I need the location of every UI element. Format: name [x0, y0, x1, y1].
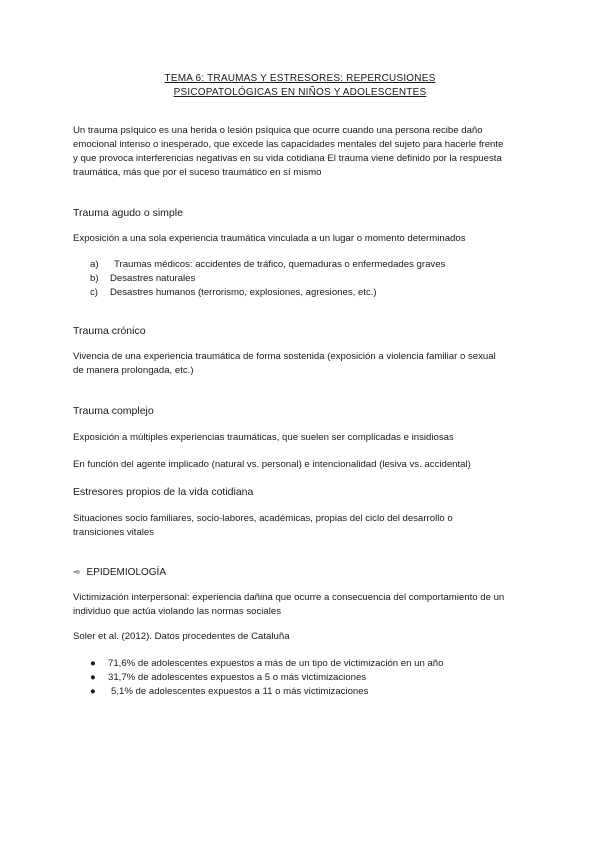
- list-item-text: Desastres naturales: [110, 273, 196, 284]
- list-item: [90, 286, 445, 300]
- arrow-icon: ➾: [73, 567, 81, 577]
- source-citation: Soler et al. (2012). Datos procedentes de Cataluña: [73, 631, 290, 642]
- victimizacion-text: [73, 591, 533, 619]
- estresores-line-2: transiciones vitales: [73, 527, 155, 538]
- epidemiologia-bullets: [90, 657, 443, 699]
- bullet-icon: ●: [90, 658, 96, 669]
- document-title-line-2: PSICOPATOLÓGICAS EN NIÑOS Y ADOLESCENTES: [173, 87, 427, 98]
- bullet-icon: ●: [90, 672, 96, 683]
- heading-epidemiologia: [73, 565, 533, 580]
- trauma-cronico-text: [73, 350, 533, 378]
- list-item: [90, 657, 443, 671]
- list-item-text: 5,1% de adolescentes expuestos a 11 o más victimizaciones: [111, 686, 369, 697]
- heading-trauma-cronico: Trauma crónico: [73, 325, 146, 337]
- document-title-line-1: TEMA 6: TRAUMAS Y ESTRESORES: REPERCUSIONES: [164, 73, 436, 84]
- list-item-marker: c): [90, 287, 98, 298]
- trauma-cronico-line-1: Vivencia de una experiencia traumática de forma sostenida (exposición a violencia familiar o sexual: [73, 351, 496, 362]
- trauma-complejo-text-2: En función del agente implicado (natural vs. personal) e intencionalidad (lesiva vs. accidental): [73, 459, 471, 470]
- intro-paragraph: [73, 124, 533, 180]
- list-item-text: Desastres humanos (terrorismo, explosiones, agresiones, etc.): [110, 287, 377, 298]
- trauma-agudo-text: Exposición a una sola experiencia traumática vinculada a un lugar o momento determinados: [73, 233, 466, 244]
- trauma-agudo-list: [90, 258, 445, 300]
- list-item: [90, 685, 443, 699]
- estresores-line-1: Situaciones socio familiares, socio-labores, académicas, propias del ciclo del desarrollo o: [73, 513, 453, 524]
- intro-line-1: Un trauma psíquico es una herida o lesión psíquica que ocurre cuando una persona recibe daño: [73, 125, 483, 136]
- intro-line-3: y que provoca interferencias negativas en su vida cotidiana El trauma viene definido por la respuesta: [73, 153, 502, 164]
- trauma-cronico-line-2: de manera prolongada, etc.): [73, 365, 194, 376]
- list-item-marker: a): [90, 259, 99, 270]
- victimizacion-line-2: individuo que actúa violando las normas sociales: [73, 606, 281, 617]
- heading-trauma-agudo: Trauma agudo o simple: [73, 207, 183, 219]
- intro-line-2: emocional intenso o inesperado, que excede las capacidades mentales del sujeto para hacerle frente: [73, 139, 504, 150]
- heading-estresores: Estresores propios de la vida cotidiana: [73, 486, 254, 498]
- list-item-text: 71,6% de adolescentes expuestos a más de un tipo de victimización en un año: [108, 658, 444, 669]
- bullet-icon: ●: [90, 686, 96, 697]
- epidemiologia-label: EPIDEMIOLOGÍA: [86, 567, 167, 578]
- list-item: [90, 671, 443, 685]
- list-item-text: 31,7% de adolescentes expuestos a 5 o más victimizaciones: [108, 672, 367, 683]
- list-item-text: Traumas médicos: accidentes de tráfico, quemaduras o enfermedades graves: [114, 259, 446, 270]
- heading-trauma-complejo: Trauma complejo: [73, 405, 154, 417]
- trauma-complejo-text: Exposición a múltiples experiencias traumáticas, que suelen ser complicadas e insidiosas: [73, 432, 454, 443]
- list-item: [90, 272, 445, 286]
- estresores-text: [73, 512, 533, 540]
- list-item: [90, 258, 445, 272]
- intro-line-4: traumática, más que por el suceso traumático en sí mismo: [73, 167, 322, 178]
- list-item-marker: b): [90, 273, 99, 284]
- victimizacion-line-1: Victimización interpersonal: experiencia dañina que ocurre a consecuencia del comportamiento de un: [73, 592, 505, 603]
